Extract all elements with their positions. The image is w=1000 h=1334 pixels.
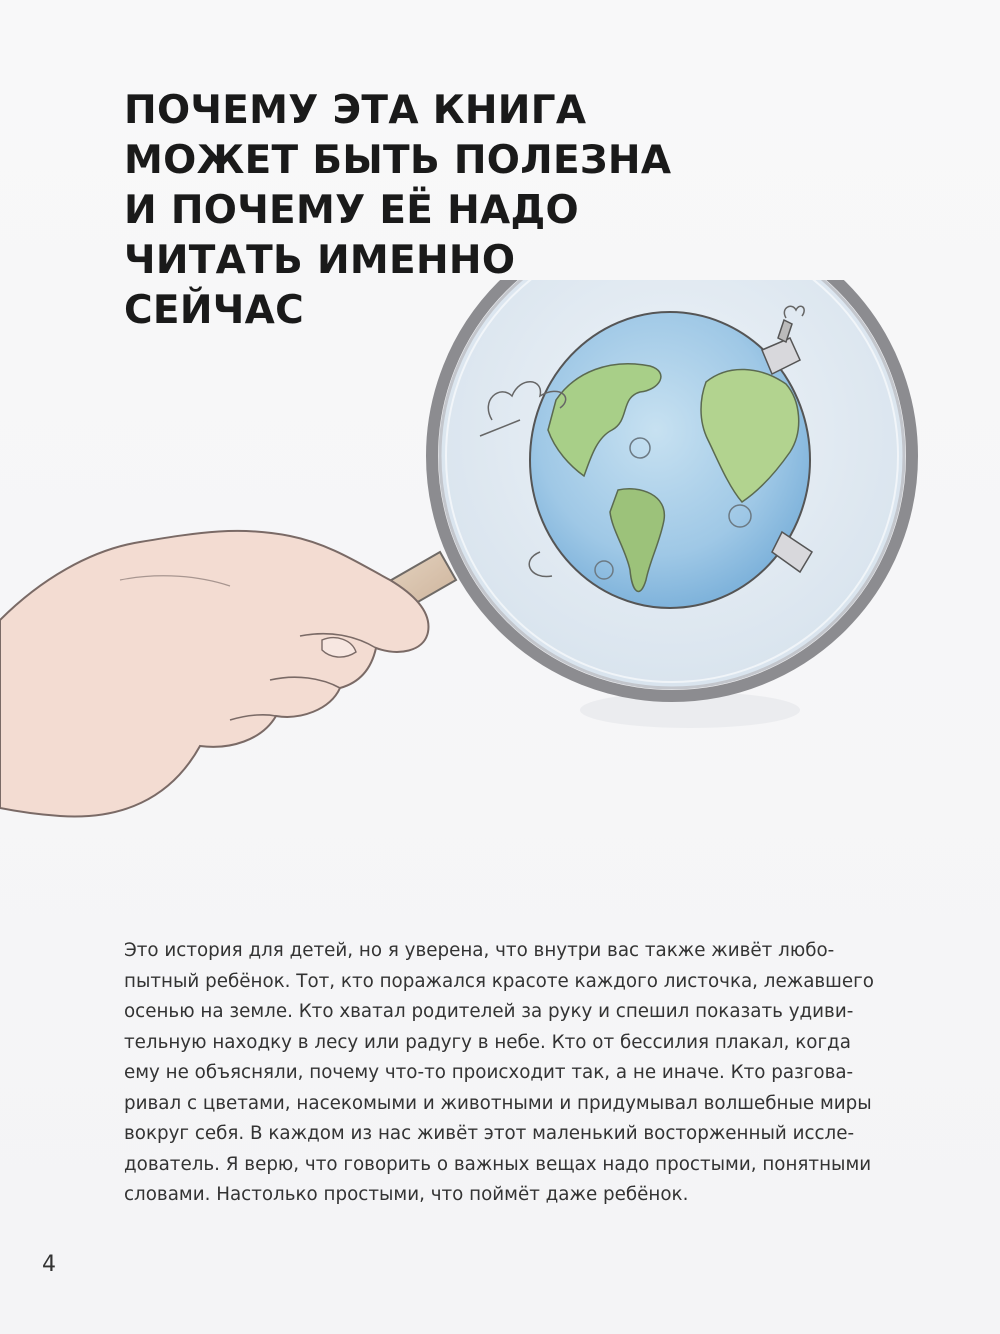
body-line-3: осенью на земле. Кто хватал родителей за руку и спешил показать удиви-: [124, 1001, 854, 1022]
page-title: [124, 86, 672, 336]
title-line-2: МОЖЕТ БЫТЬ ПОЛЕЗНА: [124, 138, 672, 183]
body-line-4: тельную находку в лесу или радугу в небе. Кто от бессилия плакал, когда: [124, 1031, 851, 1053]
title-line-1: ПОЧЕМУ ЭТА КНИГА: [124, 88, 587, 133]
title-line-5: СЕЙЧАС: [124, 288, 305, 333]
body-line-6: ривал с цветами, насекомыми и животными и придумывал волшебные миры: [124, 1092, 872, 1114]
hand-icon: [0, 531, 428, 817]
body-line-1: Это история для детей, но я уверена, что внутри вас также живёт любо-: [124, 940, 835, 961]
title-line-4: ЧИТАТЬ ИМЕННО: [124, 238, 516, 283]
body-line-8: дователь. Я верю, что говорить о важных вещах надо простыми, понятными: [124, 1153, 872, 1175]
intro-paragraph: [124, 936, 884, 1211]
body-line-5: ему не объясняли, почему что-то происходит так, а не иначе. Кто разгова-: [124, 1062, 854, 1083]
magnifier-globe-illustration: [0, 280, 1000, 880]
body-line-2: пытный ребёнок. Тот, кто поражался красоте каждого листочка, лежавшего: [124, 970, 874, 992]
body-line-9: словами. Настолько простыми, что поймёт даже ребёнок.: [124, 1184, 689, 1205]
body-line-7: вокруг себя. В каждом из нас живёт этот маленький восторженный иссле-: [124, 1123, 855, 1144]
page-number: 4: [42, 1252, 56, 1277]
title-line-3: И ПОЧЕМУ ЕЁ НАДО: [124, 188, 579, 233]
